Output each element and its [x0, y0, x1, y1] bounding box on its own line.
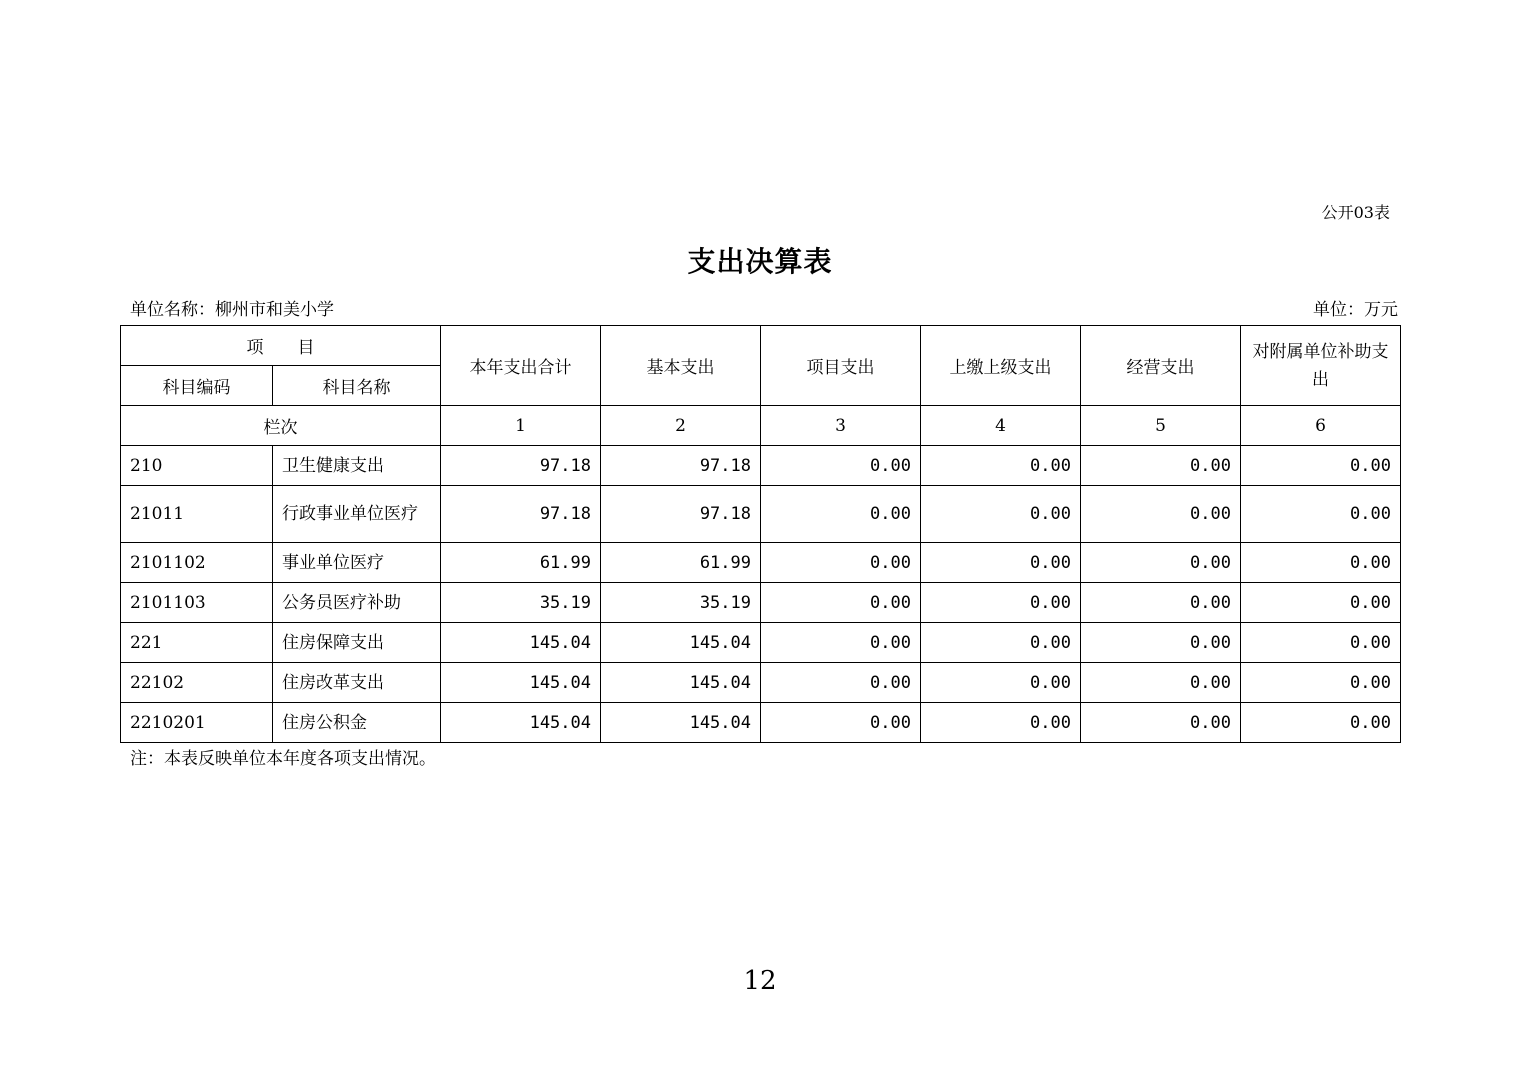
header-basic: 基本支出 [601, 326, 761, 406]
value-basic: 97.18 [601, 486, 761, 543]
value-upper: 0.00 [921, 703, 1081, 743]
value-upper: 0.00 [921, 663, 1081, 703]
value-project: 0.00 [761, 663, 921, 703]
table-row [121, 623, 1401, 663]
value-business: 0.00 [1081, 703, 1241, 743]
header-item: 项 目 [121, 326, 441, 366]
col-number: 2 [601, 406, 761, 446]
value-upper: 0.00 [921, 583, 1081, 623]
subject-code: 2210201 [121, 703, 273, 743]
value-project: 0.00 [761, 543, 921, 583]
value-project: 0.00 [761, 486, 921, 543]
value-subsidy: 0.00 [1241, 623, 1401, 663]
header-upper: 上缴上级支出 [921, 326, 1081, 406]
subject-name: 公务员医疗补助 [273, 583, 441, 623]
table-row [121, 543, 1401, 583]
table-number: 公开03表 [1321, 203, 1390, 222]
value-basic: 145.04 [601, 623, 761, 663]
value-basic: 61.99 [601, 543, 761, 583]
subject-code: 2101102 [121, 543, 273, 583]
value-business: 0.00 [1081, 446, 1241, 486]
value-total: 35.19 [441, 583, 601, 623]
subject-name: 行政事业单位医疗 [273, 486, 441, 543]
page-title: 支出决算表 [687, 245, 833, 278]
header-name: 科目名称 [273, 366, 441, 406]
col-number: 1 [441, 406, 601, 446]
subject-name: 事业单位医疗 [273, 543, 441, 583]
header-total: 本年支出合计 [441, 326, 601, 406]
value-subsidy: 0.00 [1241, 703, 1401, 743]
value-basic: 145.04 [601, 703, 761, 743]
value-subsidy: 0.00 [1241, 663, 1401, 703]
unit-name: 单位名称：柳州市和美小学 [130, 300, 334, 320]
header-business: 经营支出 [1081, 326, 1241, 406]
value-upper: 0.00 [921, 543, 1081, 583]
table-row [121, 663, 1401, 703]
value-total: 97.18 [441, 486, 601, 543]
value-basic: 145.04 [601, 663, 761, 703]
value-upper: 0.00 [921, 446, 1081, 486]
subject-code: 2101103 [121, 583, 273, 623]
value-project: 0.00 [761, 583, 921, 623]
table-row [121, 703, 1401, 743]
expenditure-table [120, 325, 1401, 743]
value-total: 145.04 [441, 623, 601, 663]
col-number: 3 [761, 406, 921, 446]
subject-name: 卫生健康支出 [273, 446, 441, 486]
page-number: 12 [743, 966, 777, 996]
subject-code: 221 [121, 623, 273, 663]
value-business: 0.00 [1081, 583, 1241, 623]
value-basic: 97.18 [601, 446, 761, 486]
table-row [121, 446, 1401, 486]
header-code: 科目编码 [121, 366, 273, 406]
value-upper: 0.00 [921, 486, 1081, 543]
col-number: 6 [1241, 406, 1401, 446]
value-total: 145.04 [441, 703, 601, 743]
col-number: 5 [1081, 406, 1241, 446]
table-row [121, 583, 1401, 623]
table-row [121, 486, 1401, 543]
value-business: 0.00 [1081, 623, 1241, 663]
subject-code: 21011 [121, 486, 273, 543]
value-subsidy: 0.00 [1241, 583, 1401, 623]
col-number: 4 [921, 406, 1081, 446]
header-subsidy: 对附属单位补助支出 [1241, 326, 1401, 406]
table-note: 注：本表反映单位本年度各项支出情况。 [130, 749, 436, 769]
value-project: 0.00 [761, 703, 921, 743]
value-business: 0.00 [1081, 663, 1241, 703]
value-basic: 35.19 [601, 583, 761, 623]
subject-name: 住房改革支出 [273, 663, 441, 703]
value-upper: 0.00 [921, 623, 1081, 663]
subject-name: 住房公积金 [273, 703, 441, 743]
subject-code: 210 [121, 446, 273, 486]
value-total: 61.99 [441, 543, 601, 583]
value-project: 0.00 [761, 623, 921, 663]
value-total: 145.04 [441, 663, 601, 703]
row-label: 栏次 [121, 406, 441, 446]
value-project: 0.00 [761, 446, 921, 486]
value-total: 97.18 [441, 446, 601, 486]
subject-code: 22102 [121, 663, 273, 703]
subject-name: 住房保障支出 [273, 623, 441, 663]
value-business: 0.00 [1081, 543, 1241, 583]
value-subsidy: 0.00 [1241, 543, 1401, 583]
value-subsidy: 0.00 [1241, 446, 1401, 486]
value-business: 0.00 [1081, 486, 1241, 543]
value-subsidy: 0.00 [1241, 486, 1401, 543]
header-project: 项目支出 [761, 326, 921, 406]
unit-label: 单位：万元 [1313, 300, 1398, 320]
